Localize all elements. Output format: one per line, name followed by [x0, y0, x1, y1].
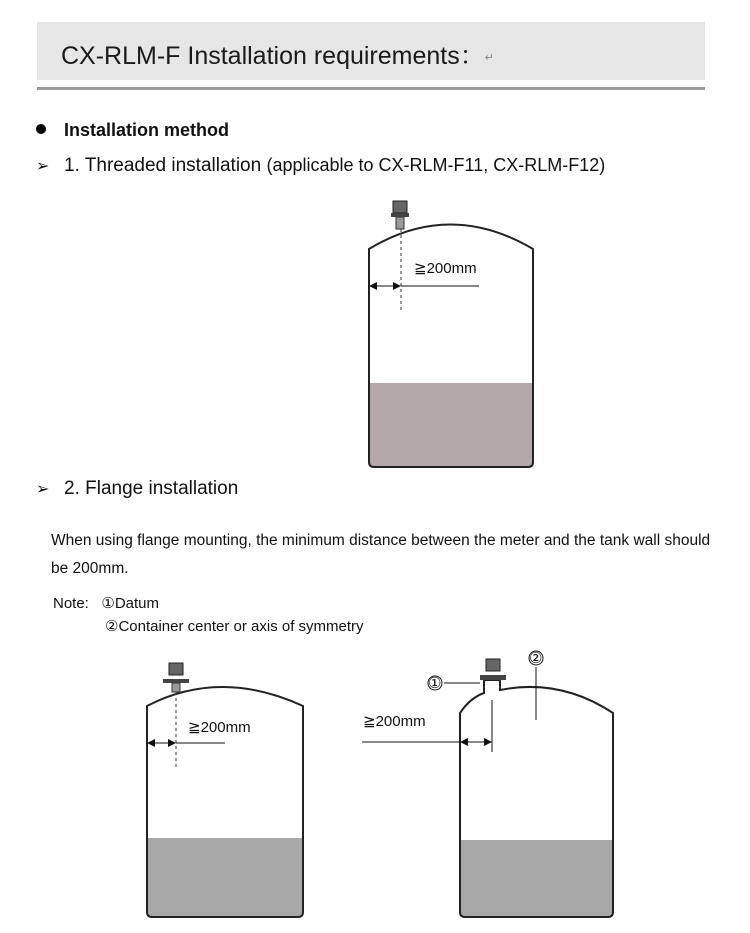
flange-paragraph: When using flange mounting, the minimum distance between the meter and the tank wall should be 200mm.	[51, 532, 711, 577]
marker-2-label: ②	[529, 650, 543, 667]
tank-3-liquid	[460, 840, 613, 917]
page-title-text: CX-RLM-F Installation requirements：	[61, 42, 485, 70]
flange-tank-right-figure	[362, 650, 613, 917]
sensor-1-icon	[391, 201, 409, 229]
sensor-3-icon	[480, 659, 506, 680]
item1-title: 1. Threaded installation	[64, 155, 262, 176]
arrowhead-icon: ➢	[36, 158, 50, 175]
item1-note: (applicable to CX-RLM-F11, CX-RLM-F12)	[266, 155, 606, 175]
section-heading-text: Installation method	[64, 120, 230, 140]
tank-2-liquid	[147, 838, 303, 917]
marker-1-label: ①	[428, 675, 442, 692]
tank-1-liquid	[369, 383, 533, 467]
note-datum: ①Datum	[101, 595, 160, 612]
flange-tank-left-figure	[147, 663, 303, 917]
note-label: Note:	[53, 595, 89, 612]
distance-label-3: ≧200mm	[363, 713, 426, 730]
threaded-tank-figure	[369, 201, 533, 467]
note-center: ②Container center or axis of symmetry	[105, 618, 364, 635]
distance-label-2: ≧200mm	[188, 719, 251, 736]
sensor-2-icon	[163, 663, 189, 692]
distance-label-1: ≧200mm	[414, 260, 477, 277]
item2-title: 2. Flange installation	[64, 478, 239, 499]
return-mark: ↵	[484, 51, 494, 64]
arrowhead-icon: ➢	[36, 481, 50, 498]
